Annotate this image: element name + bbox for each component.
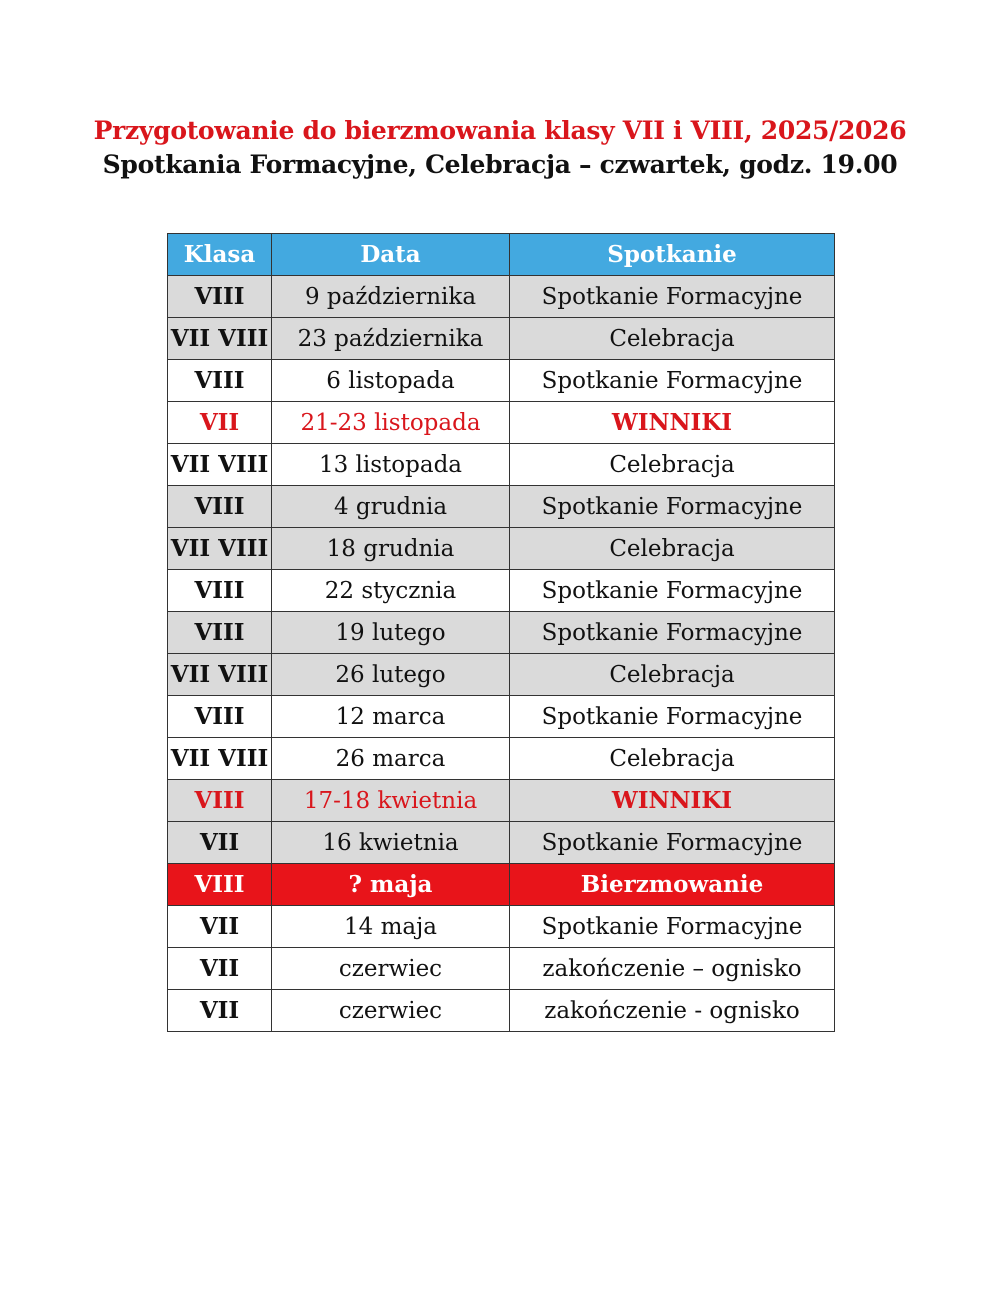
cell-klasa: VII VIII xyxy=(168,738,272,780)
table-row xyxy=(168,864,835,906)
cell-data: 19 lutego xyxy=(272,612,510,654)
cell-spotkanie: Celebracja xyxy=(510,444,835,486)
cell-spotkanie: Celebracja xyxy=(510,738,835,780)
table-row xyxy=(168,276,835,318)
cell-klasa: VII VIII xyxy=(168,528,272,570)
table-row xyxy=(168,528,835,570)
cell-data: 4 grudnia xyxy=(272,486,510,528)
cell-data: 21-23 listopada xyxy=(272,402,510,444)
cell-data: 12 marca xyxy=(272,696,510,738)
schedule-table xyxy=(167,233,835,1032)
column-header-klasa: Klasa xyxy=(168,234,272,276)
cell-klasa: VII xyxy=(168,822,272,864)
cell-spotkanie: zakończenie - ognisko xyxy=(510,990,835,1032)
cell-klasa: VII xyxy=(168,990,272,1032)
cell-data: 17-18 kwietnia xyxy=(272,780,510,822)
cell-klasa: VIII xyxy=(168,612,272,654)
cell-data: 14 maja xyxy=(272,906,510,948)
page-title: Przygotowanie do bierzmowania klasy VII i VIII, 2025/2026 xyxy=(93,116,907,145)
cell-data: czerwiec xyxy=(272,948,510,990)
table-row xyxy=(168,570,835,612)
cell-spotkanie: Celebracja xyxy=(510,318,835,360)
column-header-data: Data xyxy=(272,234,510,276)
cell-spotkanie: Bierzmowanie xyxy=(510,864,835,906)
cell-klasa: VII xyxy=(168,948,272,990)
cell-spotkanie: Spotkanie Formacyjne xyxy=(510,822,835,864)
cell-klasa: VII VIII xyxy=(168,444,272,486)
table-row xyxy=(168,444,835,486)
column-header-spotkanie: Spotkanie xyxy=(510,234,835,276)
cell-data: ? maja xyxy=(272,864,510,906)
table-row xyxy=(168,696,835,738)
cell-spotkanie: Spotkanie Formacyjne xyxy=(510,696,835,738)
cell-data: 23 października xyxy=(272,318,510,360)
cell-spotkanie: zakończenie – ognisko xyxy=(510,948,835,990)
table-row xyxy=(168,360,835,402)
cell-klasa: VII VIII xyxy=(168,318,272,360)
cell-spotkanie: Celebracja xyxy=(510,654,835,696)
table-body xyxy=(168,276,835,1032)
table-row xyxy=(168,822,835,864)
table-row xyxy=(168,780,835,822)
cell-klasa: VIII xyxy=(168,864,272,906)
cell-data: 22 stycznia xyxy=(272,570,510,612)
table-row xyxy=(168,948,835,990)
cell-spotkanie: WINNIKI xyxy=(510,780,835,822)
cell-data: 26 marca xyxy=(272,738,510,780)
cell-data: 9 października xyxy=(272,276,510,318)
cell-klasa: VIII xyxy=(168,276,272,318)
table-row xyxy=(168,318,835,360)
cell-spotkanie: Spotkanie Formacyjne xyxy=(510,906,835,948)
cell-spotkanie: Spotkanie Formacyjne xyxy=(510,276,835,318)
cell-data: 16 kwietnia xyxy=(272,822,510,864)
table-row xyxy=(168,990,835,1032)
cell-klasa: VII xyxy=(168,906,272,948)
table-row xyxy=(168,612,835,654)
cell-data: 18 grudnia xyxy=(272,528,510,570)
table-row xyxy=(168,654,835,696)
cell-spotkanie: Spotkanie Formacyjne xyxy=(510,570,835,612)
table-row xyxy=(168,738,835,780)
page-subtitle: Spotkania Formacyjne, Celebracja – czwartek, godz. 19.00 xyxy=(102,150,898,179)
cell-spotkanie: Spotkanie Formacyjne xyxy=(510,486,835,528)
cell-klasa: VIII xyxy=(168,570,272,612)
cell-data: 26 lutego xyxy=(272,654,510,696)
cell-klasa: VII xyxy=(168,402,272,444)
cell-klasa: VIII xyxy=(168,780,272,822)
cell-klasa: VII VIII xyxy=(168,654,272,696)
table-row xyxy=(168,486,835,528)
cell-spotkanie: Celebracja xyxy=(510,528,835,570)
table-header-row xyxy=(168,234,835,276)
cell-data: 13 listopada xyxy=(272,444,510,486)
cell-data: czerwiec xyxy=(272,990,510,1032)
cell-klasa: VIII xyxy=(168,486,272,528)
table-row xyxy=(168,402,835,444)
cell-spotkanie: Spotkanie Formacyjne xyxy=(510,360,835,402)
table-row xyxy=(168,906,835,948)
cell-klasa: VIII xyxy=(168,696,272,738)
cell-spotkanie: Spotkanie Formacyjne xyxy=(510,612,835,654)
cell-data: 6 listopada xyxy=(272,360,510,402)
cell-spotkanie: WINNIKI xyxy=(510,402,835,444)
cell-klasa: VIII xyxy=(168,360,272,402)
